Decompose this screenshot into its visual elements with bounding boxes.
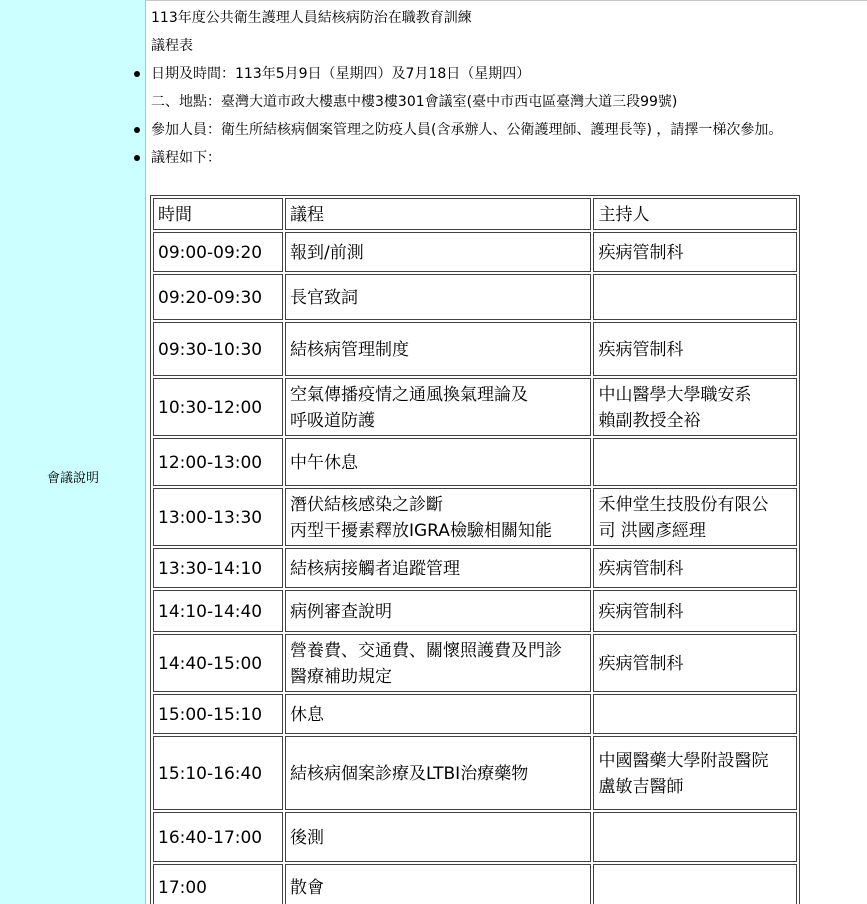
agenda-subtitle: 議程表 <box>151 38 193 54</box>
topic-line: 後測 <box>290 828 324 848</box>
agenda-table <box>150 195 800 904</box>
cell-host <box>593 488 797 546</box>
cell-time: 16:40-17:00 <box>153 812 283 862</box>
table-row <box>153 548 797 588</box>
cell-host <box>593 378 797 436</box>
topic-line: 中午休息 <box>290 453 358 473</box>
cell-time: 14:40-15:00 <box>153 634 283 692</box>
table-row <box>153 488 797 546</box>
table-row <box>153 864 797 904</box>
cell-topic <box>285 736 591 810</box>
host-line: 禾伸堂生技股份有限公 <box>598 495 769 515</box>
table-row <box>153 812 797 862</box>
table-row <box>153 694 797 734</box>
host-line: 疾病管制科 <box>598 654 684 674</box>
topic-line: 病例審查說明 <box>290 602 392 622</box>
top-divider <box>146 0 867 1</box>
agenda-body <box>153 232 797 904</box>
host-line: 賴副教授全裕 <box>598 411 701 431</box>
topic-line: 休息 <box>290 705 324 725</box>
table-row <box>153 634 797 692</box>
topic-line: 結核病個案診療及LTBI治療藥物 <box>290 764 529 784</box>
location-item: 二、地點：臺灣大道市政大樓惠中樓3樓301會議室(臺中市西屯區臺灣大道三段99號) <box>151 94 678 110</box>
agenda-intro-item: 議程如下： <box>151 144 867 172</box>
host-line: 司 洪國彥經理 <box>598 521 706 541</box>
host-line: 疾病管制科 <box>598 243 684 263</box>
cell-host <box>593 634 797 692</box>
cell-host <box>593 590 797 632</box>
host-line: 盧敏吉醫師 <box>598 777 684 797</box>
cell-topic <box>285 812 591 862</box>
cell-topic <box>285 438 591 486</box>
topic-line: 醫療補助規定 <box>290 667 392 687</box>
table-row <box>153 322 797 376</box>
table-row <box>153 438 797 486</box>
cell-topic <box>285 232 591 272</box>
host-line: 疾病管制科 <box>598 559 684 579</box>
cell-time: 15:10-16:40 <box>153 736 283 810</box>
cell-topic <box>285 694 591 734</box>
cell-topic <box>285 488 591 546</box>
cell-time: 09:30-10:30 <box>153 322 283 376</box>
cell-time: 13:00-13:30 <box>153 488 283 546</box>
table-row <box>153 736 797 810</box>
left-label-column <box>0 0 146 904</box>
topic-line: 長官致詞 <box>290 288 358 308</box>
table-header-row <box>153 198 797 230</box>
cell-host <box>593 548 797 588</box>
table-row <box>153 378 797 436</box>
cell-time: 10:30-12:00 <box>153 378 283 436</box>
cell-topic <box>285 590 591 632</box>
cell-host <box>593 864 797 904</box>
topic-line: 呼吸道防護 <box>290 411 375 431</box>
topic-line: 結核病管理制度 <box>290 340 409 360</box>
meeting-info-label: 會議說明 <box>46 471 99 486</box>
table-row <box>153 232 797 272</box>
cell-topic <box>285 634 591 692</box>
cell-topic <box>285 548 591 588</box>
cell-time: 12:00-13:00 <box>153 438 283 486</box>
event-title: 113年度公共衛生護理人員結核病防治在職教育訓練 <box>151 10 472 26</box>
cell-host <box>593 694 797 734</box>
header-topic: 議程 <box>285 198 591 230</box>
cell-time: 17:00 <box>153 864 283 904</box>
cell-topic <box>285 864 591 904</box>
intro-block <box>151 4 867 172</box>
cell-host <box>593 736 797 810</box>
host-line: 中國醫藥大學附設醫院 <box>598 751 769 771</box>
table-row <box>153 590 797 632</box>
host-line: 中山醫學大學職安系 <box>598 385 752 405</box>
cell-host <box>593 274 797 320</box>
cell-topic <box>285 322 591 376</box>
cell-host <box>593 438 797 486</box>
topic-line: 空氣傳播疫情之通風換氣理論及 <box>290 385 528 405</box>
cell-time: 15:00-15:10 <box>153 694 283 734</box>
table-row <box>153 274 797 320</box>
host-line: 疾病管制科 <box>598 340 684 360</box>
host-line: 疾病管制科 <box>598 602 684 622</box>
topic-line: 結核病接觸者追蹤管理 <box>290 559 460 579</box>
cell-time: 09:00-09:20 <box>153 232 283 272</box>
cell-host <box>593 812 797 862</box>
topic-line: 營養費、交通費、關懷照護費及門診 <box>290 641 562 661</box>
header-host: 主持人 <box>593 198 797 230</box>
cell-topic <box>285 274 591 320</box>
topic-line: 報到/前測 <box>290 243 364 263</box>
cell-time: 14:10-14:40 <box>153 590 283 632</box>
cell-time: 09:20-09:30 <box>153 274 283 320</box>
cell-time: 13:30-14:10 <box>153 548 283 588</box>
cell-host <box>593 322 797 376</box>
topic-line: 散會 <box>290 878 324 898</box>
cell-topic <box>285 378 591 436</box>
participants-item: 參加人員：衛生所結核病個案管理之防疫人員(含承辦人、公衛護理師、護理長等) ，請擇一梯次參加。 <box>151 116 867 144</box>
date-item: 日期及時間：113年5月9日（星期四）及7月18日（星期四） <box>151 60 867 88</box>
topic-line: 丙型干擾素釋放IGRA檢驗相關知能 <box>290 521 552 541</box>
header-time: 時間 <box>153 198 283 230</box>
topic-line: 潛伏結核感染之診斷 <box>290 495 443 515</box>
cell-host <box>593 232 797 272</box>
